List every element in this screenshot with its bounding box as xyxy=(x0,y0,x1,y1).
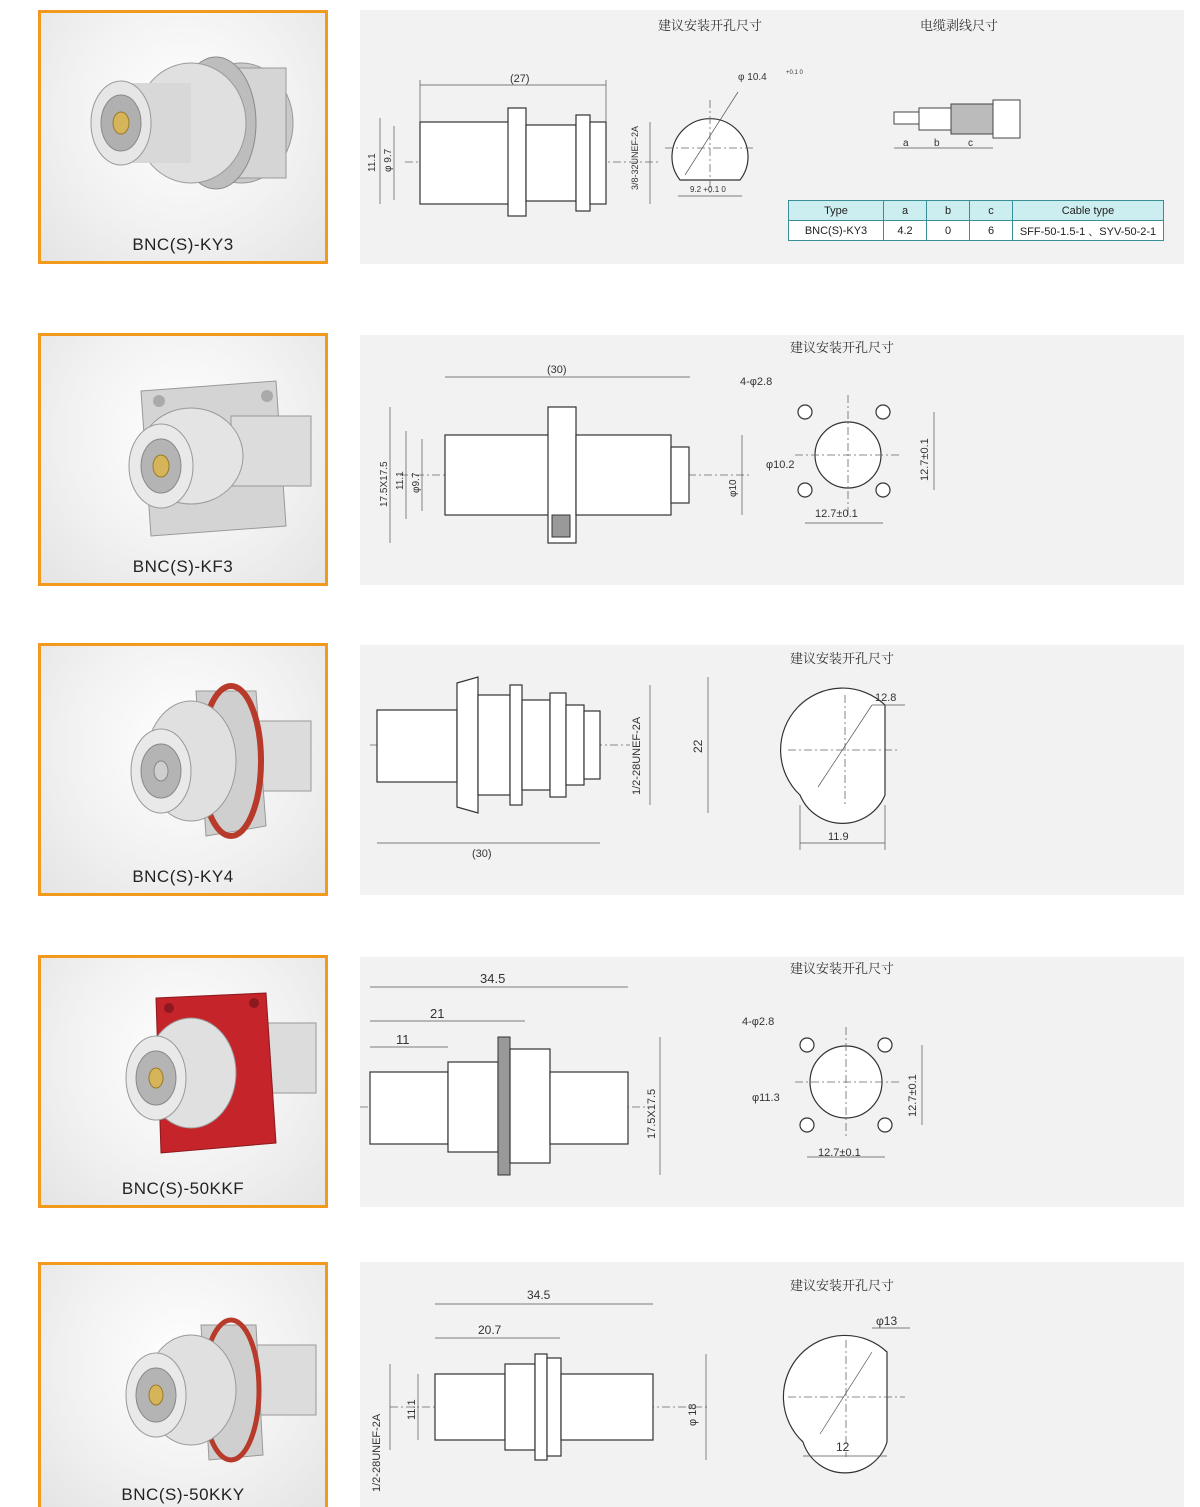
technical-drawing xyxy=(360,957,1184,1207)
product-photo-50kky xyxy=(38,1262,328,1507)
drawing-panel-ky4 xyxy=(360,645,1184,895)
product-name: BNC(S)-KF3 xyxy=(132,557,234,576)
cable-table xyxy=(788,200,1164,241)
product-photo-50kkf xyxy=(38,955,328,1208)
dim-hole-d: φ10.2 xyxy=(766,459,795,471)
dim-short: 11 xyxy=(396,1032,410,1047)
dim-hole-d: 12.8 xyxy=(875,692,897,704)
product-photo-kf3 xyxy=(38,333,328,586)
dim-d2: φ9.7 xyxy=(411,472,422,493)
strip-c: c xyxy=(968,138,973,149)
connector-image xyxy=(41,1265,325,1507)
col-b: b xyxy=(927,201,970,221)
product-name: BNC(S)-KY3 xyxy=(132,235,234,254)
dim-flange: 17.5X17.5 xyxy=(646,1088,658,1139)
product-name: BNC(S)-50KKF xyxy=(121,1179,245,1198)
dim-hole-d: φ13 xyxy=(876,1314,898,1328)
product-photo-ky3 xyxy=(38,10,328,264)
drawing-panel-50kkf xyxy=(360,957,1184,1207)
connector-image xyxy=(41,336,325,583)
dim-thread: 1/2-28UNEF-2A xyxy=(631,716,643,795)
strip-a: a xyxy=(903,138,909,149)
dim-d1: 11.1 xyxy=(406,1399,418,1420)
col-a: a xyxy=(884,201,927,221)
cell: BNC(S)-KY3 xyxy=(789,221,884,241)
hole-title: 建议安装开孔尺寸 xyxy=(790,340,895,355)
strip-b: b xyxy=(934,138,940,149)
table-row xyxy=(789,221,1164,241)
dim-total: 34.5 xyxy=(480,971,506,986)
dim-hole-flat: 9.2 +0.1 0 xyxy=(690,185,726,194)
dim-pitch-v: 12.7±0.1 xyxy=(907,1074,919,1117)
dim-hex: 22 xyxy=(691,739,705,753)
dim-hole-d: φ 10.4 xyxy=(738,72,767,83)
technical-drawing xyxy=(360,1262,1184,1507)
connector-image xyxy=(41,958,325,1205)
cell: 0 xyxy=(927,221,970,241)
dim-flange: 17.5X17.5 xyxy=(379,461,390,507)
product-row-kf3 xyxy=(0,333,1200,588)
dim-d1: 11.1 xyxy=(367,153,378,172)
hole-title: 建议安装开孔尺寸 xyxy=(790,651,895,666)
col-c: c xyxy=(970,201,1013,221)
cell: 6 xyxy=(970,221,1013,241)
dim-mid: 20.7 xyxy=(478,1323,502,1337)
product-name: BNC(S)-KY4 xyxy=(132,867,234,886)
dim-d2: φ 18 xyxy=(687,1403,699,1426)
dim-hole-flat: 11.9 xyxy=(828,831,849,843)
product-row-50kkf xyxy=(0,955,1200,1210)
technical-drawing xyxy=(360,645,1184,895)
connector-image xyxy=(41,646,325,893)
product-row-50kky xyxy=(0,1262,1200,1507)
dim-length: (30) xyxy=(547,364,567,376)
cell: SFF-50-1.5-1 、SYV-50-2-1 xyxy=(1013,221,1164,241)
dim-d2: φ 9.7 xyxy=(383,148,394,172)
drawing-panel-ky3 xyxy=(360,10,1184,264)
dim-hole-flat: 12 xyxy=(836,1440,850,1454)
drawing-panel-50kky xyxy=(360,1262,1184,1507)
dim-length: (27) xyxy=(510,73,530,85)
dim-holes: 4-φ2.8 xyxy=(740,376,773,388)
hole-title: 建议安装开孔尺寸 xyxy=(658,18,763,33)
dim-length: (30) xyxy=(472,848,492,860)
strip-title: 电缆剥线尺寸 xyxy=(920,18,999,33)
product-name: BNC(S)-50KKY xyxy=(121,1485,245,1504)
col-type: Type xyxy=(789,201,884,221)
dim-pitch-h: 12.7±0.1 xyxy=(818,1147,861,1159)
technical-drawing xyxy=(360,335,1184,585)
dim-hole-tol: +0.1 0 xyxy=(786,70,803,76)
dim-d3: φ10 xyxy=(728,479,739,497)
hole-title: 建议安装开孔尺寸 xyxy=(790,961,895,976)
product-row-ky3 xyxy=(0,0,1200,270)
dim-total: 34.5 xyxy=(527,1288,551,1302)
dim-pitch-h: 12.7±0.1 xyxy=(815,508,858,520)
dim-holes: 4-φ2.8 xyxy=(742,1016,775,1028)
col-cable-type: Cable type xyxy=(1013,201,1164,221)
product-photo-ky4 xyxy=(38,643,328,896)
cell: 4.2 xyxy=(884,221,927,241)
dim-thread: 1/2-28UNEF-2A xyxy=(371,1413,383,1492)
dim-mid: 21 xyxy=(430,1006,445,1021)
product-row-ky4 xyxy=(0,643,1200,898)
connector-image xyxy=(41,13,325,261)
drawing-panel-kf3 xyxy=(360,335,1184,585)
dim-pitch-v: 12.7±0.1 xyxy=(919,438,931,481)
dim-d1: 11.1 xyxy=(395,471,406,490)
hole-title: 建议安装开孔尺寸 xyxy=(790,1278,895,1293)
dim-hole-d: φ11.3 xyxy=(752,1092,780,1104)
dim-thread: 3/8-32UNEF-2A xyxy=(630,125,640,190)
